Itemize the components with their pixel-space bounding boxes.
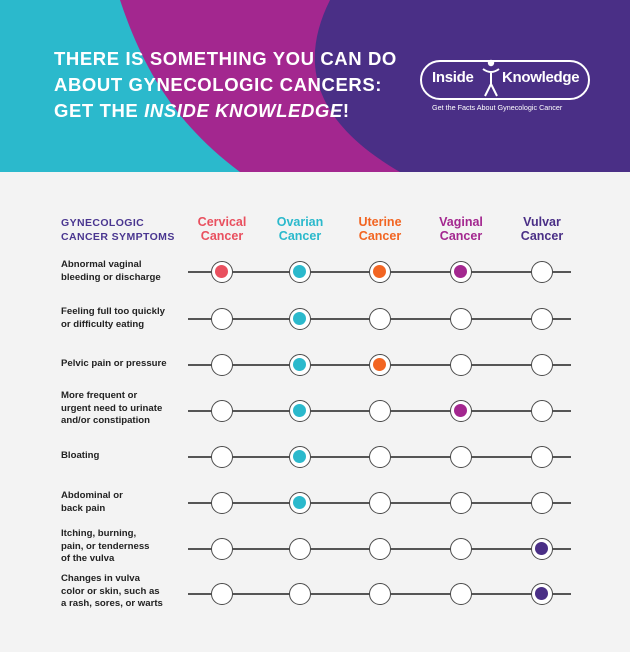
symptom-label-line: of the vulva [61,553,115,564]
marker-fill [535,587,548,600]
header-banner [0,0,630,172]
symptoms-header-line-1: GYNECOLOGIC [61,217,145,229]
symptom-marker-empty [211,538,233,560]
symptom-marker-empty [369,446,391,468]
headline-line-3-suffix: ! [342,100,350,121]
column-header-vulvar [502,215,582,243]
symptom-label-line: More frequent or [61,390,138,401]
symptom-label-line: Itching, burning, [61,528,137,539]
symptom-label [61,259,186,284]
symptom-label-line: and/or constipation [61,415,151,426]
symptom-marker-empty [369,492,391,514]
symptom-marker-empty [369,308,391,330]
symptom-marker-empty [450,492,472,514]
symptom-marker-empty [531,492,553,514]
symptom-label-line: bleeding or discharge [61,271,161,283]
symptom-label-line: Changes in vulva [61,573,140,584]
symptom-chart [0,172,630,652]
marker-fill [215,265,228,278]
marker-fill [293,496,306,509]
marker-fill [535,542,548,555]
symptom-label-line: Feeling full too quickly [61,306,165,317]
column-header-ovarian [260,215,340,243]
symptom-marker-filled [531,583,553,605]
symptom-marker-empty [211,354,233,376]
symptom-label [61,306,186,331]
column-header-line: Vulvar [523,215,561,229]
symptom-marker-empty [450,308,472,330]
symptom-label-line: a rash, sores, or warts [61,598,163,609]
marker-fill [454,404,467,417]
logo-word-knowledge: Knowledge [502,69,580,86]
logo-word-inside: Inside [432,69,474,86]
symptom-marker-empty [450,538,472,560]
symptom-label [61,390,186,428]
column-header-line: Cancer [358,229,402,243]
column-header-line: Cancer [439,229,483,243]
symptom-marker-empty [289,583,311,605]
logo-tagline: Get the Facts About Gynecologic Cancer [432,103,563,112]
symptom-marker-filled [369,261,391,283]
symptom-marker-empty [211,446,233,468]
symptom-marker-filled [450,261,472,283]
symptom-marker-empty [450,446,472,468]
symptom-marker-empty [450,583,472,605]
inside-knowledge-logo [420,60,590,116]
symptom-label-line: or difficulty eating [61,318,145,330]
symptom-label [61,528,186,566]
symptom-marker-empty [531,400,553,422]
column-header-vaginal [421,215,501,243]
symptom-marker-empty [531,354,553,376]
symptom-marker-filled [289,308,311,330]
column-header-line: Uterine [358,215,402,229]
symptom-label-line: Bloating [61,450,100,461]
symptom-marker-empty [211,492,233,514]
column-header-uterine [340,215,420,243]
column-header-line: Cancer [278,229,322,243]
symptom-marker-empty [211,583,233,605]
column-header-cervical [182,215,262,243]
marker-fill [373,358,386,371]
symptom-marker-empty [211,308,233,330]
symptom-label-line: color or skin, such as [61,585,160,597]
symptom-marker-empty [289,538,311,560]
marker-fill [293,265,306,278]
headline-line-2: ABOUT GYNECOLOGIC CANCERS: [54,74,383,95]
column-header-line: Vaginal [439,215,483,229]
headline-line-3-prefix: GET THE [54,100,145,121]
symptoms-header-line-2: CANCER SYMPTOMS [61,231,175,243]
headline-line-1: THERE IS SOMETHING YOU CAN DO [54,48,397,69]
marker-fill [293,404,306,417]
column-header-line: Cervical [197,215,247,229]
symptom-marker-empty [531,261,553,283]
symptoms-column-header [61,216,175,244]
headline [54,46,397,124]
symptom-label [61,573,186,611]
marker-fill [293,450,306,463]
column-header-line: Cancer [200,229,244,243]
symptom-marker-filled [289,492,311,514]
symptom-marker-empty [369,400,391,422]
marker-fill [454,265,467,278]
symptom-label [61,450,186,463]
headline-emphasis: INSIDE KNOWLEDGE [144,100,343,121]
symptom-marker-filled [531,538,553,560]
symptom-marker-filled [450,400,472,422]
marker-fill [373,265,386,278]
marker-fill [293,358,306,371]
symptom-marker-filled [289,354,311,376]
symptom-label-line: Abdominal or [61,490,123,501]
logo-figure-icon [480,58,502,98]
symptom-marker-empty [369,583,391,605]
symptom-marker-empty [531,308,553,330]
headline-line-3 [54,98,397,124]
marker-fill [293,312,306,325]
symptom-marker-empty [211,400,233,422]
symptom-label [61,490,186,515]
symptom-marker-empty [531,446,553,468]
symptom-label-line: urgent need to urinate [61,402,163,414]
symptom-label-line: pain, or tenderness [61,540,150,552]
symptom-label-line: Abnormal vaginal [61,259,142,270]
column-header-line: Ovarian [276,215,324,229]
symptom-marker-empty [369,538,391,560]
symptom-marker-filled [289,261,311,283]
symptom-label [61,358,186,371]
symptom-label-line: back pain [61,502,106,514]
symptom-marker-filled [289,446,311,468]
symptom-marker-filled [369,354,391,376]
column-header-line: Cancer [520,229,564,243]
symptom-marker-filled [289,400,311,422]
symptom-label-line: Pelvic pain or pressure [61,358,167,369]
symptom-marker-filled [211,261,233,283]
symptom-marker-empty [450,354,472,376]
